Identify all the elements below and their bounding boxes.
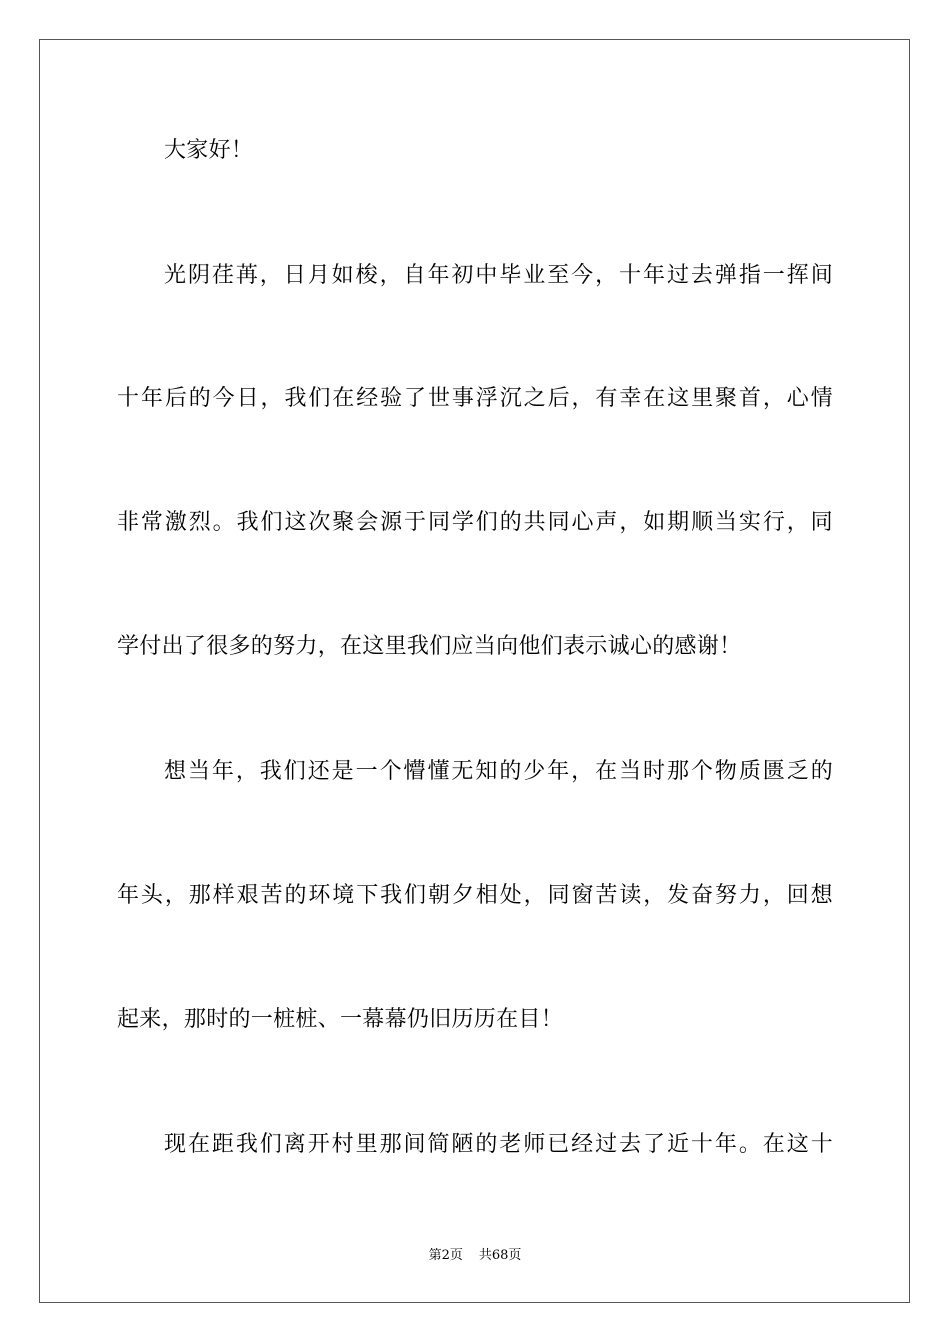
page-number: 第2页: [428, 1248, 463, 1263]
paragraph-line: 非常激烈。我们这次聚会源于同学们的共同心声，如期顺当实行，同: [117, 510, 833, 535]
paragraph-greeting: 大家好！: [164, 138, 254, 163]
paragraph-line: 年头，那样艰苦的环境下我们朝夕相处，同窗苦读，发奋努力，回想: [117, 883, 833, 908]
paragraph-line: 学付出了很多的努力，在这里我们应当向他们表示诚心的感谢！: [117, 634, 742, 659]
page-total: 共68页: [478, 1248, 522, 1263]
paragraph-line: 想当年，我们还是一个懵懂无知的少年，在当时那个物质匮乏的: [164, 759, 833, 784]
paragraph-line: 现在距我们离开村里那间简陋的老师已经过去了近十年。在这十: [164, 1132, 833, 1157]
page-border: [39, 39, 910, 1303]
page-footer: [0, 1247, 950, 1265]
paragraph-line: 十年后的今日，我们在经验了世事浮沉之后，有幸在这里聚首，心情: [117, 386, 833, 411]
paragraph-line: 光阴荏苒，日月如梭，自年初中毕业至今，十年过去弹指一挥间: [164, 263, 833, 288]
paragraph-line: 起来，那时的一桩桩、一幕幕仍旧历历在目！: [117, 1007, 564, 1032]
